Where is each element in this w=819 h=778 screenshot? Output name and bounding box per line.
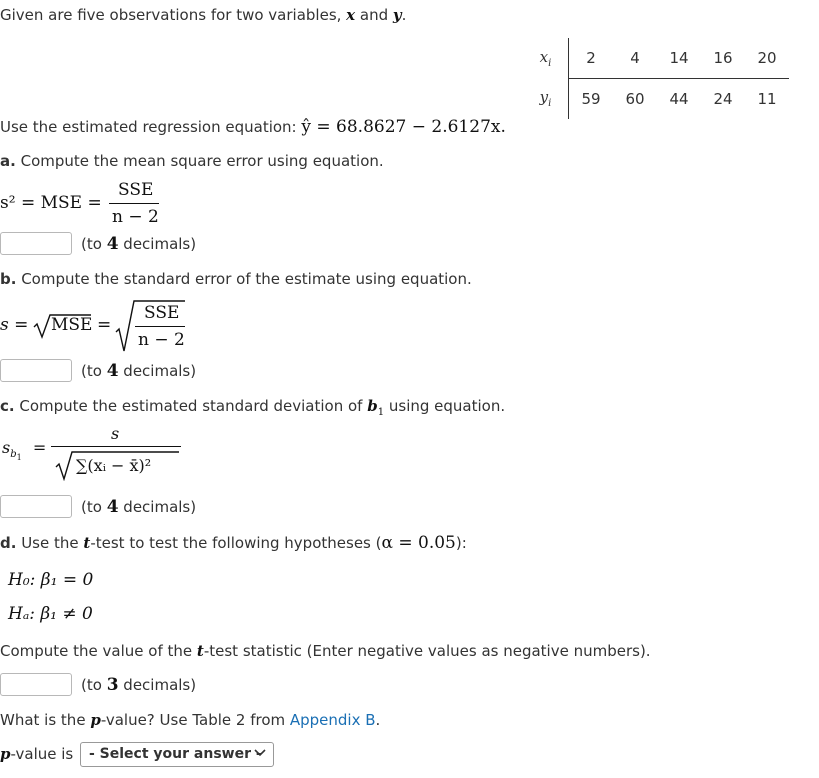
sqrt-mse-text: MSE [51, 315, 93, 335]
mse-lhs: s² = MSE = [0, 193, 102, 213]
part-a-prompt: a. Compute the mean square error using equation. [0, 152, 384, 170]
sb1-numerator: s [111, 424, 120, 443]
sb1-fraction-bar [51, 446, 181, 447]
pvalue-select-value: - Select your answer - [89, 746, 262, 762]
mse-denominator: n − 2 [112, 207, 159, 227]
se-precision-note: (to 4 decimals) [81, 361, 197, 381]
pvalue-select[interactable] [80, 742, 274, 767]
se-answer-input[interactable] [0, 359, 72, 382]
sb1-answer-input[interactable] [0, 495, 72, 518]
t-statistic-precision-note: (to 3 decimals) [81, 675, 197, 695]
pvalue-label: p-value is [0, 745, 74, 763]
s-equals: = [97, 315, 112, 335]
part-c-prompt: c. Compute the estimated standard deviation of $b_1$ using equation. [0, 397, 506, 418]
part-d-prompt: d. Use the t-test to test the following hypotheses (α = 0.05): [0, 533, 467, 553]
pvalue-question: What is the p-value? Use Table 2 from Appendix B. [0, 711, 381, 729]
alternative-hypothesis: Hₐ: β₁ ≠ 0 [8, 604, 93, 624]
t-statistic-prompt: Compute the value of the t-test statistic (Enter negative values as negative numbers). [0, 642, 651, 660]
y-value: 60 [625, 90, 645, 108]
y-value: 24 [713, 90, 733, 108]
mse-answer-input[interactable] [0, 232, 72, 255]
null-hypothesis: H₀: β₁ = 0 [8, 570, 94, 590]
y-value: 11 [757, 90, 777, 108]
mse-precision-note: (to 4 decimals) [81, 234, 197, 254]
sb1-precision-note: (to 4 decimals) [81, 497, 197, 517]
y-value: 59 [581, 90, 601, 108]
mse-numerator: SSE [118, 180, 154, 200]
x-value: 20 [745, 38, 789, 79]
appendix-b-link[interactable]: Appendix B [289, 711, 376, 729]
chevron-down-icon [253, 746, 267, 760]
y-row-header: $y_i$ [523, 79, 569, 120]
x-value: 2 [569, 38, 614, 79]
se-numerator: SSE [144, 303, 180, 323]
x-value: 16 [701, 38, 745, 79]
x-row-header: $x_i$ [523, 38, 569, 79]
x-value: 14 [657, 38, 701, 79]
y-value: 44 [669, 90, 689, 108]
mse-fraction-bar [109, 203, 159, 204]
regression-equation: Use the estimated regression equation: ŷ = 68.8627 − 2.6127x. [0, 117, 506, 137]
part-b-prompt: b. Compute the standard error of the estimate using equation. [0, 270, 472, 288]
se-fraction-bar [135, 326, 185, 327]
intro-text: Given are five observations for two variables, x and y. [0, 6, 407, 24]
t-statistic-answer-input[interactable] [0, 673, 72, 696]
sb1-denominator: ∑(xᵢ − x̄)² [76, 456, 152, 475]
sb1-lhs: $s_{b_1}$ = [2, 438, 47, 463]
s-lhs: s = [0, 315, 29, 335]
observations-table [523, 38, 789, 119]
se-denominator: n − 2 [138, 330, 185, 350]
x-value: 4 [613, 38, 657, 79]
